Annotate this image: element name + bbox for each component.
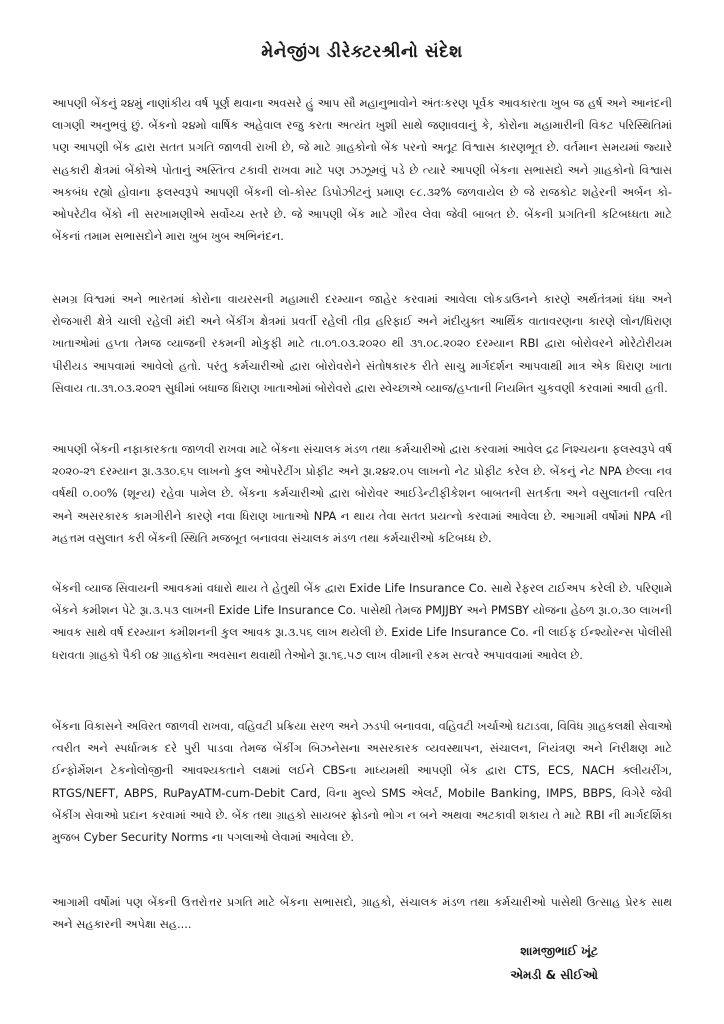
paragraph-closing: આગામી વર્ષોમાં પણ બેંકની ઉત્તરોત્તર પ્રગતિ માટે બેંકના સભાસદો, ગ્રાહકો, સંચાલક મંડળ તથા કર્મચારીઓ પાસેથી ઉત્સાહ પ્રેરક સાથ અને સહકારની અપેક્ષા સહ.... [52, 895, 672, 932]
paragraph-profit-npa: આપણી બેંકની નફાકારકતા જાળવી રાખવા માટે બેંકના સંચાલક મંડળ તથા કર્મચારીઓ દ્વારા કરવામાં આવેલ દ્રઢ નિશ્ચયના ફલસ્વરૂપે વર્ષ ૨૦૨૦-૨૧ દરમ્યાન રૂા.૩૩૦.૬૫ લાખનો કુલ ઓપરેટીંગ પ્રોફીટ અને રૂા.૨૪૨.૦૫ લાખનો નેટ પ્રોફીટ કરેલ છે. બેંકનું નેટ NPA છેલ્લા નવ વર્ષથી ૦.૦૦% (શૂન્ય) રહેવા પામેલ છે. બેંકના કર્મચારીઓ દ્વારા બોરોવર આઈડેન્ટીફીકેશન બાબતની સતર્કતા અને વસુલાતની ત્વરિત અને અસરકારક કામગીરીને કારણે નવા ધિરાણ ખાતાઓ NPA ન થાય તેવા સતત પ્રયત્નો કરવામાં આવેલા છે. આગામી વર્ષોમાં NPA ની મહત્તમ વસુલાત કરી બેંકની સ્થિતિ મજબૂત બનાવવા સંચાલક મંડળ તથા કર્મચારીઓ કટિબધ્ધ છે. [52, 442, 672, 545]
signature-name: શામજીભાઈ ખૂંટ [520, 944, 598, 958]
page-title: મેનેજીંગ ડીરેક્ટરશ્રીનો સંદેશ [261, 42, 463, 62]
paragraph-moratorium: સમગ્ર વિશ્વમાં અને ભારતમાં કોરોના વાયરસની મહામારી દરમ્યાન જાહેર કરવામાં આવેલા લોકડાઉનને કારણે અર્થતંત્રમાં ધંધા અને રોજગારી ક્ષેત્રે ચાલી રહેલી મંદી અને બેંકીંગ ક્ષેત્રમાં પ્રવર્તી રહેલી તીવ્ર હરિફાઈ અને મંદીયુક્ત આર્થિક વાતાવરણના કારણે લોન/ધિરાણ ખાતાઓમાં હપ્તા તેમજ વ્યાજની રકમની મોકુફી માટે તા.૦૧.૦૩.૨૦૨૦ થી ૩૧.૦૮.૨૦૨૦ દરમ્યાન RBI દ્વારા બોરોવરને મોરેટોરીયમ પીરીયડ આપવામાં આવેલો હતો. પરંતુ કર્મચારીઓ દ્વારા બોરોવરોને સંતોષકારક રીતે સાચુ માર્ગદર્શન આપવાથી માત્ર એક ધિરાણ ખાતા સિવાય તા.૩૧.૦૩.૨૦૨૧ સુધીમાં બધાજ ધિરાણ ખાતાઓમાં બોરોવરો દ્વારા સ્વેચ્છાએ વ્યાજ/હપ્તાની નિયમિત ચુકવણી કરવામાં આવી હતી. [52, 292, 672, 395]
paragraph-insurance-income: બેંકની વ્યાજ સિવાયની આવકમાં વધારો થાય તે હેતુથી બેંક દ્વારા Exide Life Insurance Co. સાથે રેફરલ ટાઈઅપ કરેલી છે. પરિણામે બેંકને કમીશન પેટે રૂા.૩.૫૩ લાખની Exide Life Insurance Co. પાસેથી તેમજ PMJJBY અને PMSBY યોજના હેઠળ રૂા.૦.૩૦ લાખની આવક સાથે વર્ષ દરમ્યાન કમીશનની કુલ આવક રૂા.૩.૫૬ લાખ થયેલી છે. Exide Life Insurance Co. ની લાઈફ ઈન્શ્યોરન્સ પોલીસી ધરાવતા ગ્રાહકો પૈકી ૦૪ ગ્રાહકોના અવસાન થવાથી તેઓને રૂા.૧૬.૫૭ લાખ વીમાની રકમ સત્વરે અપાવવામાં આવેલ છે. [52, 581, 672, 662]
paragraph-technology-services: બેંકના વિકાસને અવિરત જાળવી રાખવા, વહિવટી પ્રક્રિયા સરળ અને ઝડપી બનાવવા, વહિવટી ખર્ચાઓ ઘટાડવા, વિવિધ ગ્રાહકલક્ષી સેવાઓ ત્વરીત અને સ્પર્ધાત્મક દરે પુરી પાડવા તેમજ બેંકીંગ બિઝનેસના અસરકારક વ્યવસ્થાપન, સંચાલન, નિયંત્રણ અને નિરીક્ષણ માટે ઈન્ફોર્મેશન ટેકનોલોજીની આવશ્યકતાને લક્ષમાં લઈને CBSના માધ્યમથી આપણી બેંક દ્વારા CTS, ECS, NACH ક્લીયરીંગ, RTGS/NEFT, ABPS, RuPayATM-cum-Debit Card, વિના મુલ્યે SMS એલર્ટ, Mobile Banking, IMPS, BBPS, વિગેરે જેવી બેંકીંગ સેવાઓ પ્રદાન કરવામાં આવે છે. બેંક તથા ગ્રાહકો સાયબર ફ્રોડનો ભોગ ન બને અથવા અટકાવી શકાય તે માટે RBI ની માર્ગદર્શિકા મુજબ Cyber Security Norms ના પગલાઓ લેવામાં આવેલા છે. [52, 719, 672, 845]
paragraph-intro: આપણી બેંકનું ૨૪મું નાણાંકીય વર્ષ પૂર્ણ થવાના અવસરે હું આપ સૌ મહાનુભાવોને અંતઃકરણ પૂર્વક આવકારતા ખુબ જ હર્ષ અને આનંદની લાગણી અનુભવું છું. બેંકનો ૨૪મો વાર્ષિક અહેવાલ રજુ કરતા અત્યંત ખુશી સાથે જણાવવાનું કે, કોરોના મહામારીની વિકટ પરિસ્થિતિમાં પણ આપણી બેંક દ્વારા સતત પ્રગતિ જાળવી રાખી છે, જે માટે ગ્રાહકોનો બેંક પરનો અતૂટ વિશ્વાસ કારણભૂત છે. વર્તમાન સમયમાં જ્યારે સહકારી ક્ષેત્રમાં બેંકોએ પોતાનું અસ્તિત્વ ટકાવી રાખવા માટે પણ ઝઝૂમવું પડે છે ત્યારે આપણી બેંકના સભાસદો અને ગ્રાહકોનો વિશ્વાસ અકબંધ રહ્યો હોવાના ફલસ્વરૂપે આપણી બેંકની લો-કોસ્ટ ડિપોઝીટનું પ્રમાણ ૯૮.૩૨% જળવાયેલ છે જે રાજકોટ શહેરની અર્બન કો-ઓપરેટીવ બેંકો ની સરખામણીએ સર્વોચ્ચ સ્તરે છે. જે આપણી બેંક માટે ગૌરવ લેવા જેવી બાબત છે. બેંકની પ્રગતિની કટિબધ્ધતા માટે બેંકનાં તમામ સભાસદોને મારા ખુબ ખુબ અભિનંદન. [52, 96, 672, 244]
signature-title: એમડી & સીઈઓ [510, 968, 598, 982]
